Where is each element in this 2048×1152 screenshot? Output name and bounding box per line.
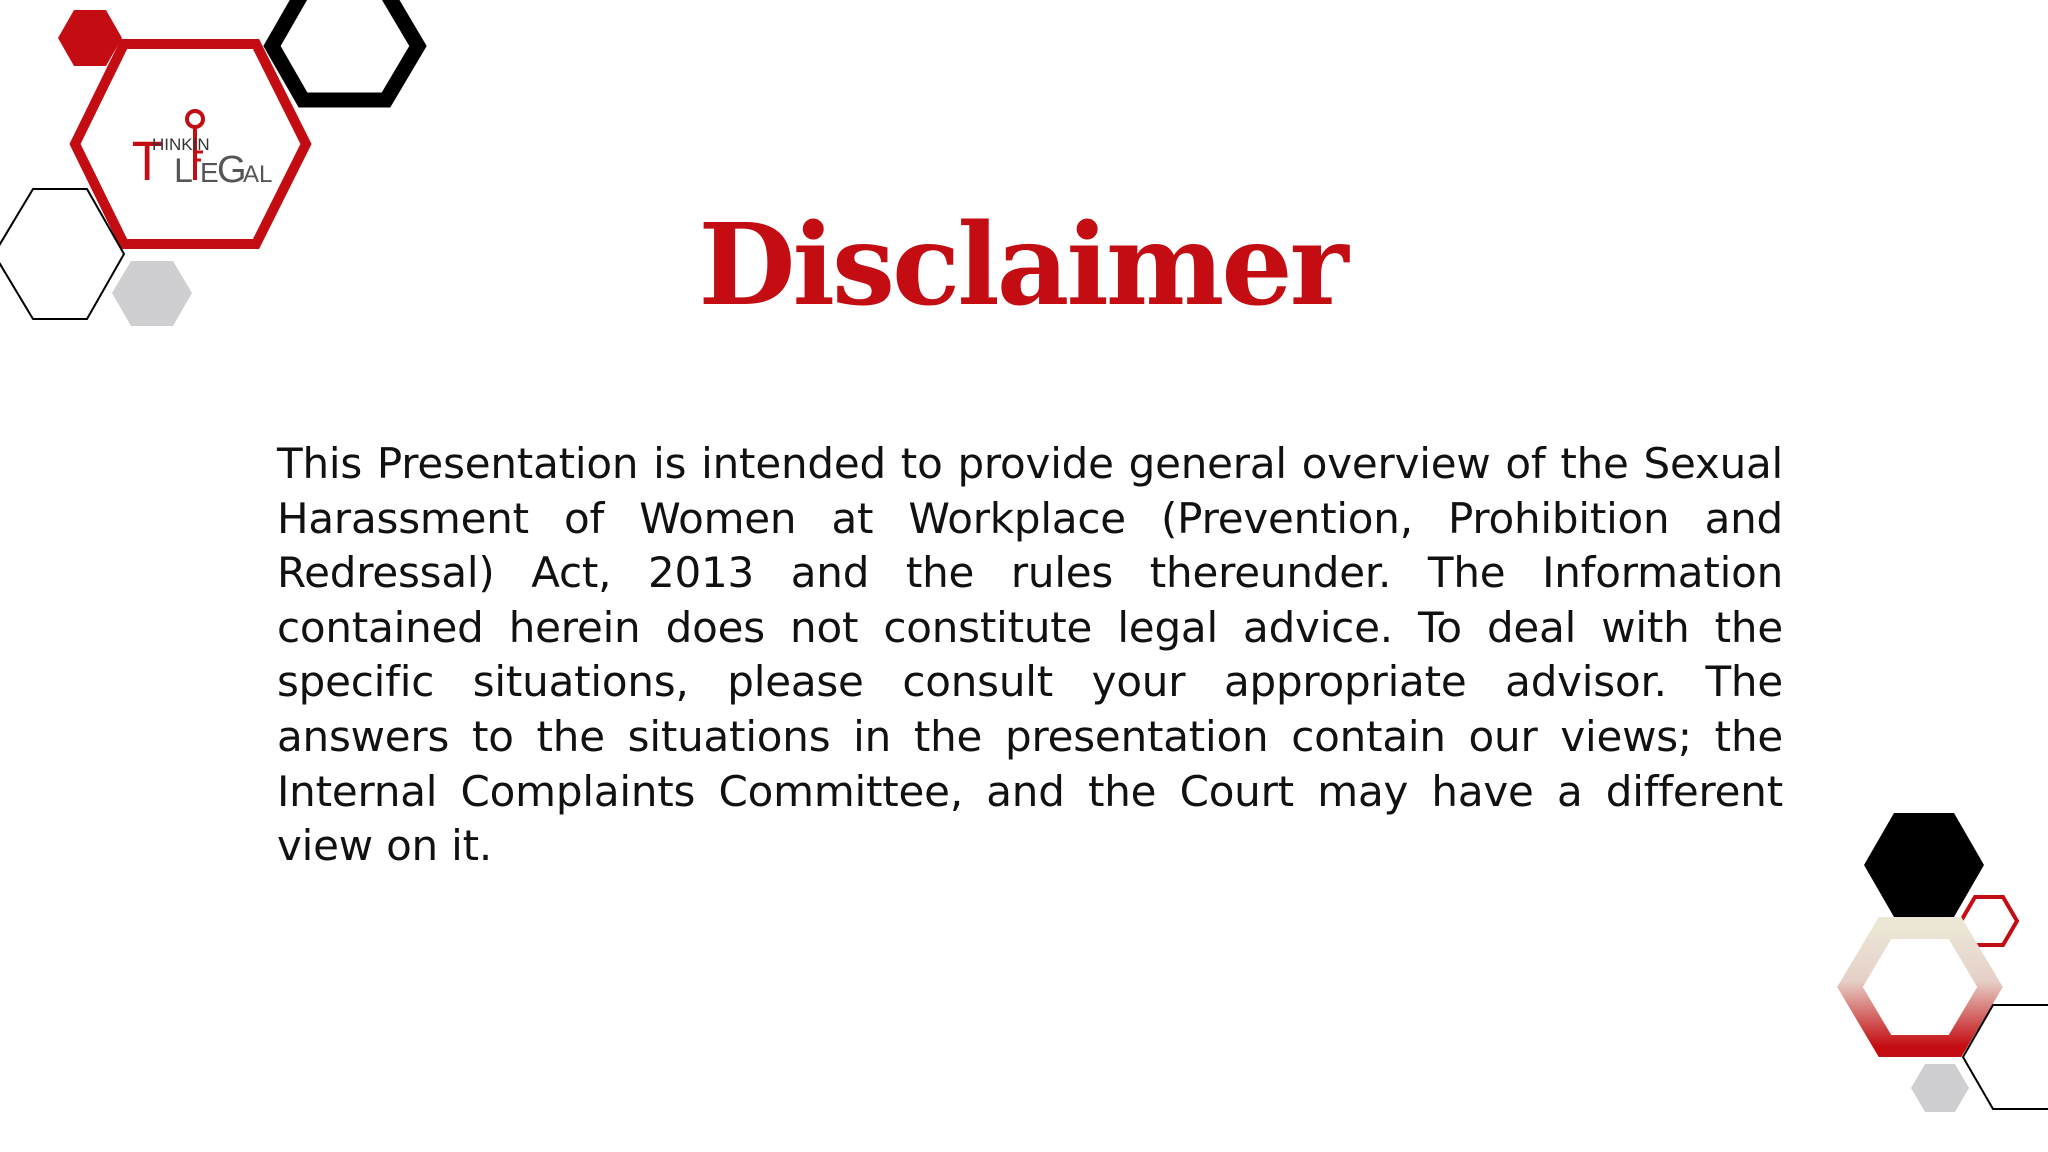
logo-letter-l: L <box>174 152 193 190</box>
grey-hexagon-bottom-icon <box>1911 1064 1969 1112</box>
logo-line1: HINKIN <box>152 135 210 154</box>
logo-line2: E <box>200 157 219 188</box>
logo-letter-t: T <box>131 130 163 193</box>
disclaimer-body: This Presentation is intended to provide general overview of the Sexual Harassment of Women at Workplace (Prevention, Prohibition and Redressal) Act, 2013 and the rules thereunder. The Information contained herein does not constitute legal advice. To deal with the specific situations, please consult your appropriate advisor. The answers to the situations in the presentation contain our views; the Internal Complaints Committee, and the Court may have a different view on it. <box>277 439 1783 871</box>
logo-letter-g: G <box>217 149 247 191</box>
think-in-legal-logo-icon <box>130 104 280 194</box>
logo-line3: AL <box>243 161 273 188</box>
slide-title: Disclaimer <box>698 200 1346 331</box>
gradient-hexagon-icon <box>1850 928 1990 1046</box>
slide-title-container <box>0 196 2048 336</box>
black-outline-hexagon-icon <box>272 0 418 100</box>
black-filled-hexagon-bottom-icon <box>1864 813 1984 917</box>
